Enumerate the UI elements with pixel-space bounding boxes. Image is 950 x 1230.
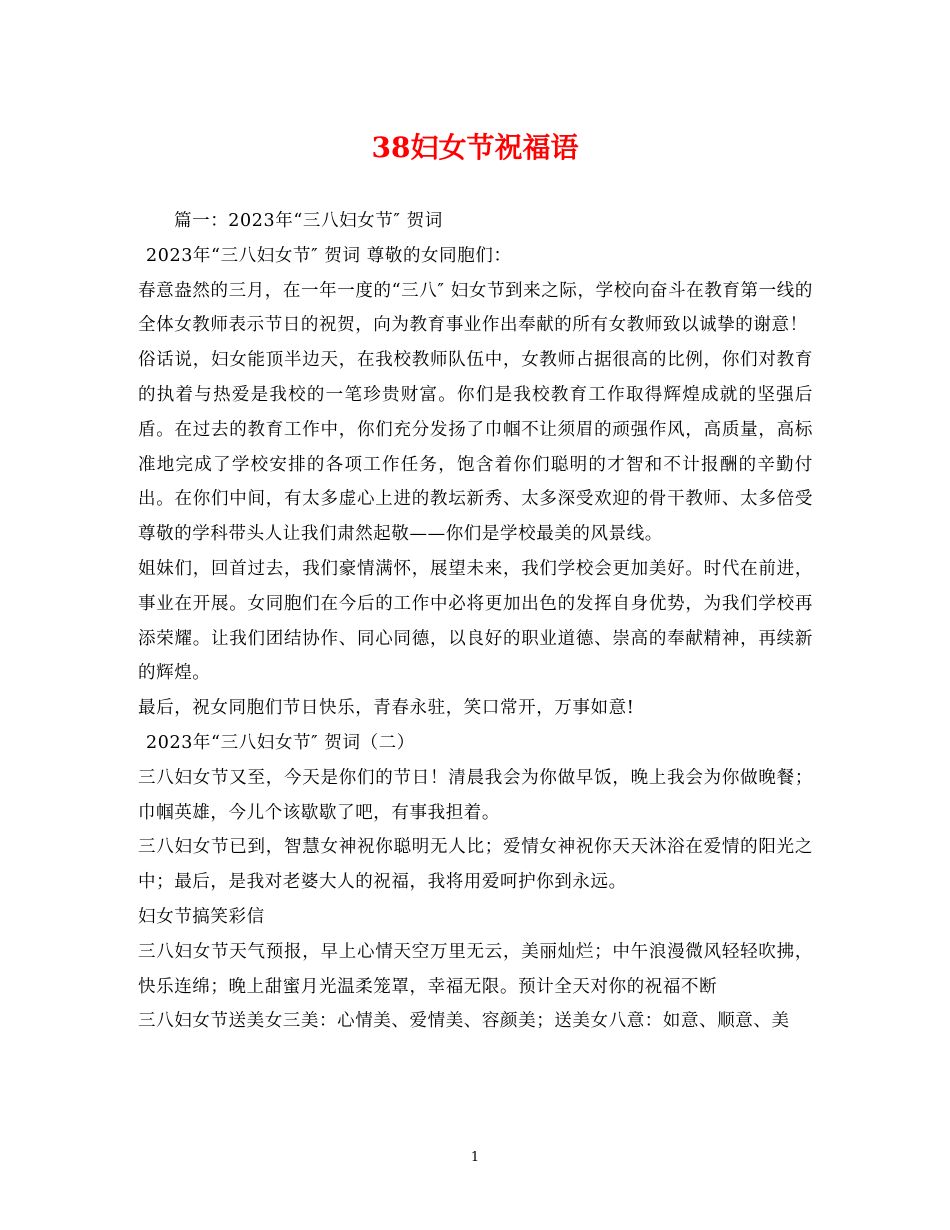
paragraph-4: 俗话说，妇女能顶半边天，在我校教师队伍中，女教师占据很高的比例，你们对教育的执着与热爱是我校的一笔珍贵财富。你们是我校教育工作取得辉煌成就的坚强后盾。在过去的教育工作中，你们充分发扬了巾帼不让须眉的顽强作风，高质量，高标准地完成了学校安排的各项工作任务，饱含着你们聪明的才智和不计报酬的辛勤付出。在你们中间，有太多虚心上进的教坛新秀、太多深受欢迎的骨干教师、太多倍受尊敬的学科带头人让我们肃然起敬——你们是学校最美的风景线。 <box>138 350 813 545</box>
paragraph-8: 三八妇女节又至，今天是你们的节日！清晨我会为你做早饭，晚上我会为你做晚餐；巾帼英雄，今儿个该歇歇了吧，有事我担着。 <box>138 767 813 823</box>
paragraph-5: 姐妹们，回首过去，我们豪情满怀，展望未来，我们学校会更加美好。时代在前进，事业在开展。女同胞们在今后的工作中必将更加出色的发挥自身优势，为我们学校再添荣耀。让我们团结协作、同心同德，以良好的职业道德、崇高的奉献精神，再续新的辉煌。 <box>138 558 813 684</box>
paragraph-6: 最后，祝女同胞们节日快乐，青春永驻，笑口常开，万事如意! <box>138 698 635 719</box>
document-title: 38妇女节祝福语 <box>371 131 579 164</box>
paragraph-12: 三八妇女节送美女三美：心情美、爱情美、容颜美；送美女八意：如意、顺意、美 <box>138 1011 790 1032</box>
paragraph-7: 2023年“三八妇女节″ 贺词（二） <box>146 732 415 753</box>
paragraph-1: 篇一：2023年“三八妇女节″ 贺词 <box>174 211 443 231</box>
document-body <box>138 204 813 1039</box>
paragraph-2: 2023年“三八妇女节″ 贺词 尊敬的女同胞们： <box>146 245 512 266</box>
paragraph-11: 三八妇女节天气预报，早上心情天空万里无云，美丽灿烂；中午浪漫微风轻轻吹拂，快乐连绵；晚上甜蜜月光温柔笼罩，幸福无限。预计全天对你的祝福不断 <box>138 941 813 997</box>
paragraph-9: 三八妇女节已到，智慧女神祝你聪明无人比；爱情女神祝你天天沐浴在爱情的阳光之中；最后，是我对老婆大人的祝福，我将用爱呵护你到永远。 <box>138 837 813 893</box>
page-number: 1 <box>470 1150 480 1165</box>
paragraph-3: 春意盎然的三月，在一年一度的“三八″ 妇女节到来之际，学校向奋斗在教育第一线的全体女教师表示节日的祝贺，向为教育事业作出奉献的所有女教师致以诚挚的谢意！ <box>138 280 813 336</box>
paragraph-10: 妇女节搞笑彩信 <box>138 906 265 927</box>
